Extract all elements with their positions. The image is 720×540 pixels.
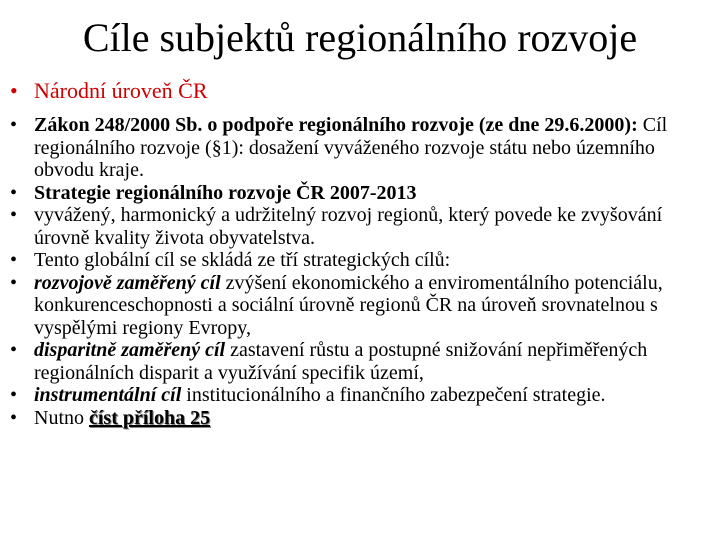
list-item [10,407,716,430]
text-run: Tento globální cíl se skládá ze tří strategických cílů: [34,249,451,271]
subheading [10,78,208,104]
text-run: Cíl regionálního rozvoje (§1): dosažení vyváženého rozvoje státu nebo územního obvodu kraje. [34,114,668,181]
text-run: disparitně zaměřený cíl [34,339,226,361]
subheading-text: Národní úroveň ČR [34,78,208,103]
list-item [10,339,716,384]
bullet-icon: • [10,78,18,103]
list-item [10,249,716,272]
bullet-icon: • [10,181,18,204]
text-run: zastavení růstu a postupné snižování nepřiměřených regionálních disparit a využívání specifik území, [34,339,648,384]
bullet-icon: • [10,384,18,406]
text-run: instrumentální cíl [34,384,182,406]
text-run: zvýšení ekonomického a enviromentálního potenciálu, konkurenceschopnosti a sociální úrovně regionů ČR na úroveň srovnatelnou s vyspělými regiony Evropy, [34,271,663,339]
list-item-text [34,384,716,407]
bullet-icon: • [10,114,18,136]
bullet-icon: • [10,339,18,361]
list-item [10,182,716,205]
bullet-list [10,114,716,429]
list-item [10,114,716,182]
text-run: Zákon 248/2000 Sb. o podpoře regionálního rozvoje (ze dne 29.6.2000): [34,114,638,136]
list-item-text [34,339,716,384]
list-item [10,204,716,249]
text-run: vyvážený, harmonický a udržitelný rozvoj regionů, který povede ke zvyšování úrovně kvality života obyvatelstva. [34,204,663,249]
bullet-icon: • [10,271,18,294]
bullet-icon: • [10,204,18,226]
list-item [10,384,716,407]
text-run: institucionálního a finančního zabezpečení strategie. [181,384,606,406]
list-item-text [34,182,716,205]
list-item-text [34,114,716,182]
link-text[interactable]: číst příloha 25 [89,406,211,429]
bullet-icon: • [10,249,18,271]
list-item [10,272,716,340]
text-run: Nutno [34,406,89,429]
slide-title: Cíle subjektů regionálního rozvoje [82,15,638,60]
text-run: Strategie regionálního rozvoje ČR 2007-2013 [34,181,417,204]
list-item-text [34,272,716,340]
list-item-text [34,204,716,249]
text-run: rozvojově zaměřený cíl [34,271,221,294]
list-item-text [34,249,716,272]
bullet-icon: • [10,406,18,429]
list-item-text [34,407,716,430]
